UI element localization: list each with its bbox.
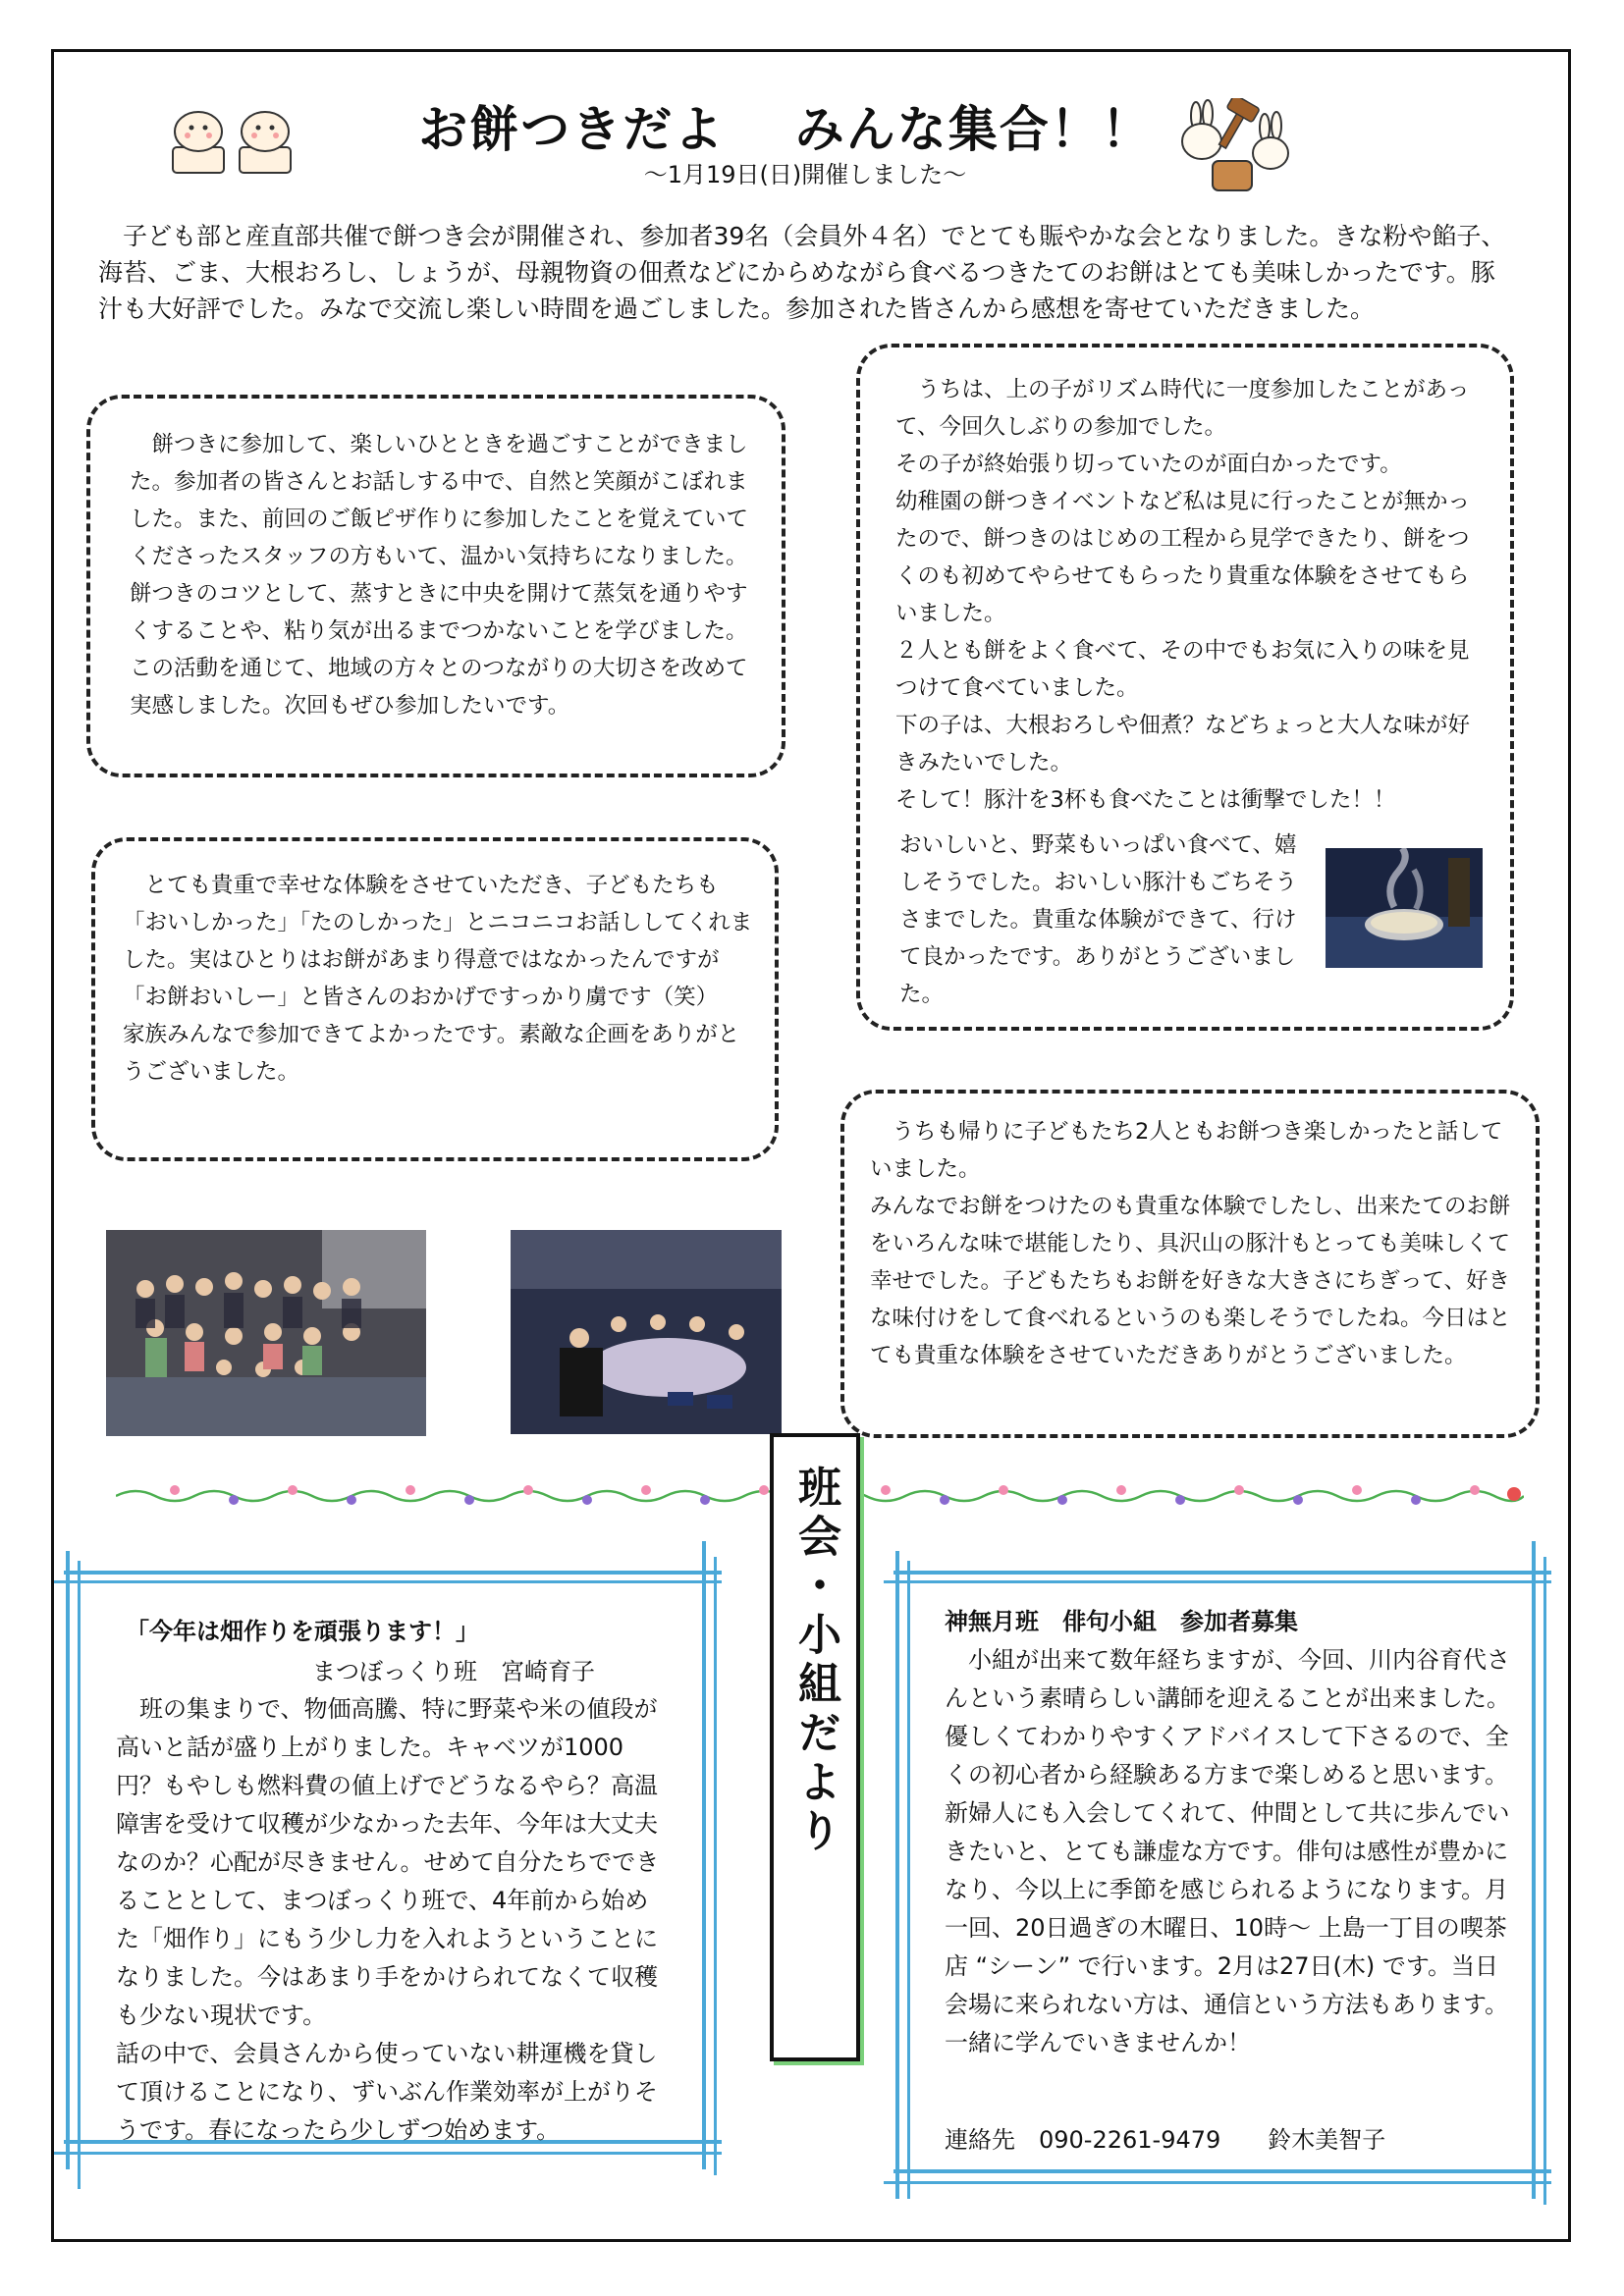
club-right-contact: 連絡先 090-2261-9479 鈴木美智子 bbox=[945, 2126, 1386, 2154]
comment-box-4 bbox=[840, 1090, 1540, 1438]
flower-vine-divider-left bbox=[116, 1476, 813, 1516]
club-left-body: 班の集まりで、物価高騰、特に野菜や米の値段が高いと話が盛り上がりました。キャベツが1000円？もやしも燃料費の値上げでどうなるやら？高温障害を受けて収穫が少なかった去年、今年は大丈夫なのか？心配が尽きません。せめて自分たちでできることとして、まつぼっくり班で、4年前から始めた「畑作り」にもう少し力を入れようということになりました。今はあまり手をかけられてなくて収穫も少ない現状です。 話の中で、会員さんから使っていない耕運機を貸して頂けることになり、ずいぶん作業効率が上がりそうです。春になったら少しずつ始めます。 bbox=[116, 1695, 660, 2144]
tonjiru-pot-photo bbox=[1326, 848, 1483, 968]
club-news-vertical-label bbox=[770, 1433, 860, 2061]
rabbits-pounding-mochi-illustration bbox=[1168, 98, 1296, 196]
club-right-title: 神無月班 俳句小組 参加者募集 bbox=[945, 1608, 1298, 1635]
comment-text-4: うちも帰りに子どもたち2人ともお餅つき楽しかったと話していました。 みんなでお餅をつけたのも貴重な体験でしたし、出来たてのお餅をいろんな味で堪能したり、具沢山の豚汁もとっても美味しくて幸せでした。子どもたちもお餅を好きな大きさにちぎって、好きな味付けをして食べれるというのも楽しそうでしたね。今日はとても貴重な体験をさせていただきありがとうございました。 bbox=[870, 1119, 1511, 1368]
group-photo bbox=[106, 1230, 426, 1436]
comment-text-3-tail: おいしいと、野菜もいっぱい食べて、嬉しそうでした。おいしい豚汁もごちそうさまでした。貴重な体験ができて、行けて良かったです。ありがとうございました。 bbox=[899, 832, 1298, 1007]
comment-box-1 bbox=[86, 395, 785, 777]
club-right-body: 小組が出来て数年経ちますが、今回、川内谷育代さんという素晴らしい講師を迎えることが出来ました。優しくてわかりやすくアドバイスして下さるので、全くの初心者から経験ある方まで楽しめると思います。新婦人にも入会してくれて、仲間として共に歩んでいきたいと、とても謙虚な方です。俳句は感性が豊かになり、今以上に季節を感じられるようになります。月一回、20日過ぎの木曜日、10時～ 上島一丁目の喫茶店 “シーン” で行います。2月は27日(木) です。当日会場に来られない方は、通信という方法もあります。 一緒に学んでいきませんか！ bbox=[945, 1646, 1510, 2056]
comment-text-2: とても貴重で幸せな体験をさせていただき、子どもたちも「おいしかった」「たのしかった」とニコニコお話ししてくれました。実はひとりはお餅があまり得意ではなかったんですが「お餅おいしー」と皆さんのおかげですっかり虜です（笑） 家族みんなで参加できてよかったです。素敵な企画をありがとうございました。 bbox=[123, 873, 753, 1085]
comment-text-3: うちは、上の子がリズム時代に一度参加したことがあって、今回久しぶりの参加でした。 その子が終始張り切っていたのが面白かったです。 幼稚園の餅つきイベントなど私は見に行ったことが無かったので、餅つきのはじめの工程から見学できたり、餅をつくのも初めてやらせてもらったり貴重な体験をさせてもらいました。 ２人とも餅をよく食べて、その中でもお気に入りの味を見つけて食べていました。 下の子は、大根おろしや佃煮？などちょっと大人な味が好きみたいでした。 そして！豚汁を3杯も食べたことは衝撃でした！！ bbox=[895, 377, 1471, 813]
intro-paragraph: 子ども部と産直部共催で餅つき会が開催され、参加者39名（会員外４名）でとても賑やかな会となりました。きな粉や餡子、海苔、ごま、大根おろし、しょうが、母親物資の佃煮などにからめながら食べるつきたてのお餅はとても美味しかったです。豚汁も大好評でした。みなで交流し楽しい時間を過ごしました。参加された皆さんから感想を寄せていただきました。 bbox=[98, 222, 1506, 323]
club-left-author: まつぼっくり班 宮崎育子 bbox=[312, 1658, 595, 1685]
event-subtitle: ～1月19日(日)開催しました～ bbox=[643, 161, 967, 188]
comment-box-2 bbox=[91, 837, 779, 1161]
comment-box-3 bbox=[856, 344, 1514, 1031]
party-photo bbox=[511, 1230, 782, 1434]
club-news-label-text: 班会・小組だより bbox=[790, 1465, 840, 1857]
comment-text-1: 餅つきに参加して、楽しいひとときを過ごすことができました。参加者の皆さんとお話しする中で、自然と笑顔がこぼれました。また、前回のご飯ピザ作りに参加したことを覚えていてくださったスタッフの方もいて、温かい気持ちになりました。餅つきのコツとして、蒸すときに中央を開けて蒸気を通りやすくすることや、粘り気が出るまでつかないことを学びました。この活動を通じて、地域の方々とのつながりの大切さを改めて実感しました。次回もぜひ参加したいです。 bbox=[130, 432, 749, 719]
club-left-title: 「今年は畑作りを頑張ります！」 bbox=[126, 1618, 479, 1645]
mochi-characters-illustration bbox=[165, 98, 302, 179]
page-title: お餅つきだよ みんな集合！！ bbox=[418, 101, 1153, 158]
flower-vine-divider-right bbox=[827, 1476, 1524, 1516]
